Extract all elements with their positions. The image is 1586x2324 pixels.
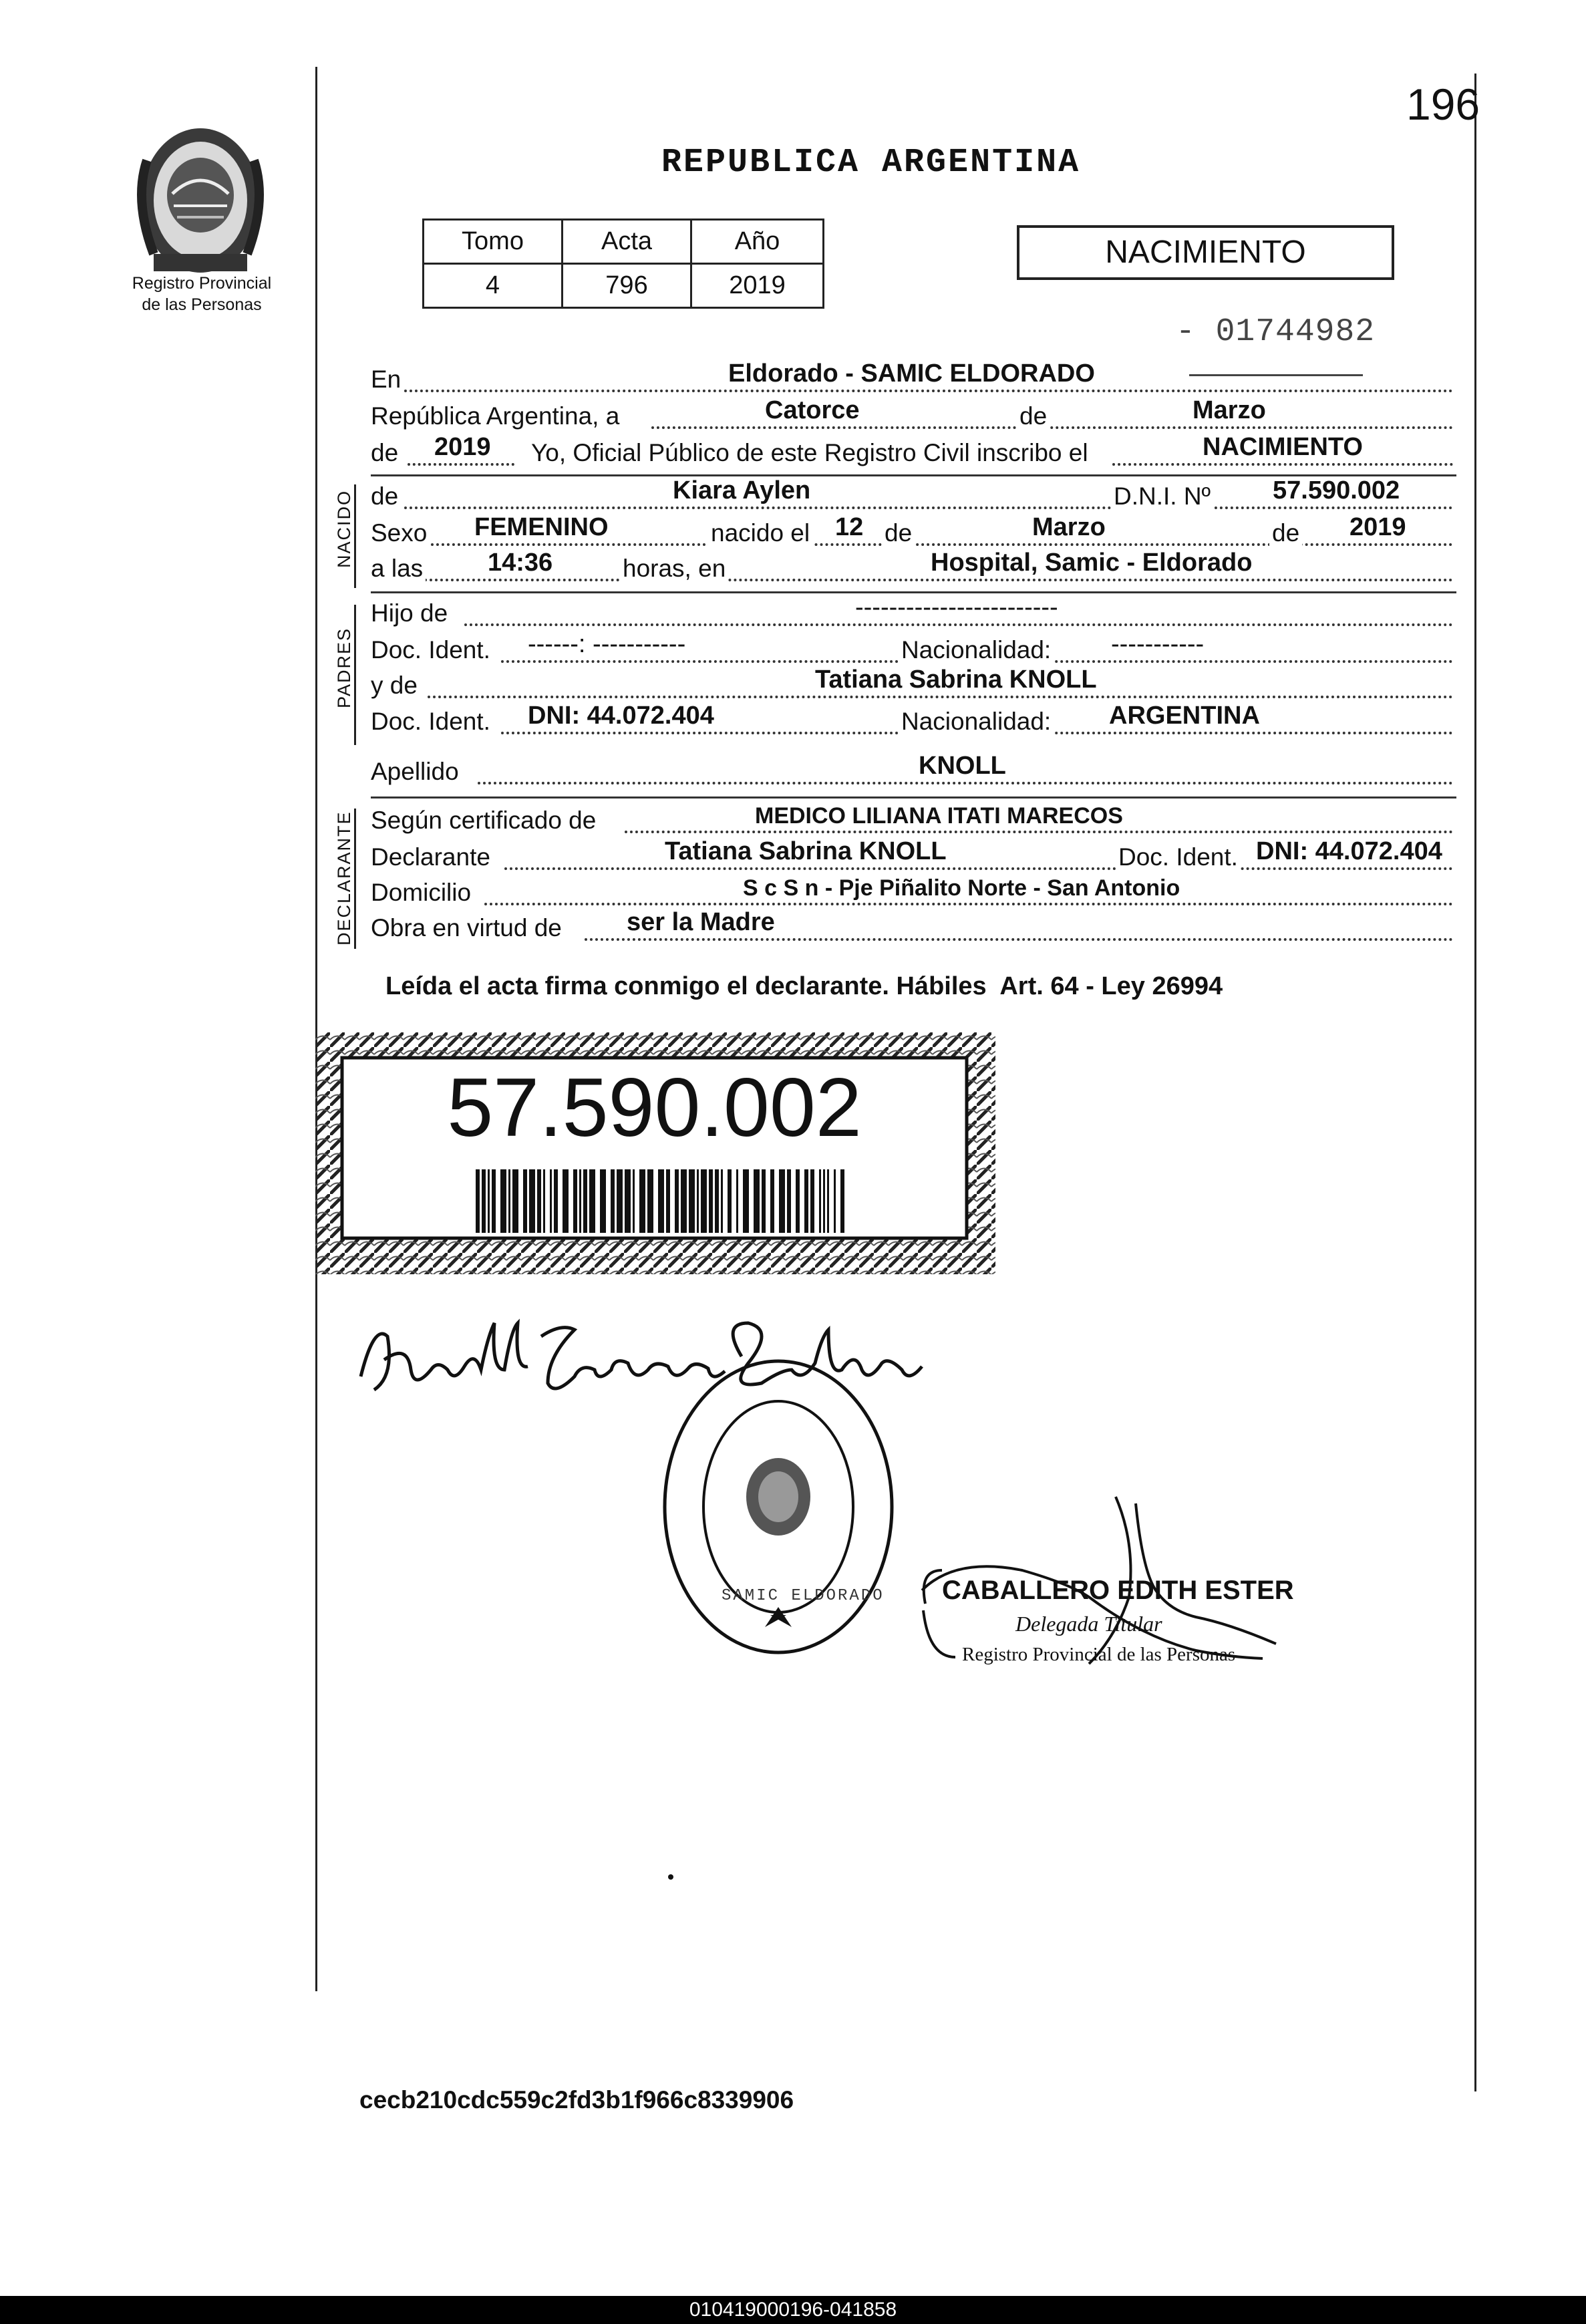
- official-stamp-line1: CABALLERO EDITH ESTER: [942, 1576, 1294, 1605]
- de-label-2: de: [371, 439, 401, 467]
- barcode-bar: [550, 1169, 552, 1233]
- barcode-bar: [736, 1169, 738, 1233]
- row-hijo: [371, 593, 1453, 631]
- address-value: S c S n - Pje Piñalito Norte - San Antonio: [743, 875, 1180, 901]
- birth-year-value: 2019: [1350, 513, 1406, 541]
- birth-day-value: 12: [835, 513, 864, 541]
- father-nat-value: -----------: [1111, 630, 1205, 658]
- barcode-bar: [492, 1169, 496, 1233]
- yo-text: Yo, Oficial Público de este Registro Civil inscribo el: [531, 439, 1091, 467]
- barcode-bar: [658, 1169, 664, 1233]
- barcode-bar: [721, 1169, 723, 1233]
- divider-3: [371, 796, 1456, 798]
- row-declarante: [371, 837, 1453, 875]
- de-label-3: de: [882, 519, 915, 547]
- dni-stamp: [315, 1032, 995, 1274]
- stamp-number: 57.590.002: [447, 1062, 862, 1154]
- barcode-bar: [762, 1169, 766, 1233]
- declarante-bracket: [354, 809, 356, 949]
- barcode-bar: [500, 1169, 506, 1233]
- barcode-bar: [823, 1169, 825, 1233]
- serial-number: - 01744982: [1176, 314, 1376, 350]
- sexo-label: Sexo: [371, 519, 430, 547]
- birth-place-value: Hospital, Samic - Eldorado: [931, 549, 1253, 577]
- value-ano: 2019: [691, 264, 824, 308]
- speck: [668, 1874, 673, 1880]
- barcode-bar: [681, 1169, 687, 1233]
- year-value: 2019: [434, 433, 491, 461]
- row-mother: [371, 666, 1453, 704]
- delegation-seal: [658, 1353, 899, 1660]
- barcode-bar: [819, 1169, 821, 1233]
- yde-label: y de: [371, 672, 420, 700]
- father-doc-value: ------: -----------: [528, 630, 686, 658]
- footer-bar: [0, 2296, 1586, 2324]
- barcode-bar: [573, 1169, 577, 1233]
- barcode-bar: [666, 1169, 670, 1233]
- seal-inner-text: SAMIC ELDORADO: [722, 1587, 885, 1605]
- time-value: 14:36: [488, 549, 553, 577]
- barcode-bar: [827, 1169, 829, 1233]
- father-nat-label: Nacionalidad:: [899, 636, 1054, 664]
- barcode-bar: [529, 1169, 535, 1233]
- dni-label: D.N.I. Nº: [1111, 482, 1213, 511]
- row-mother-doc: [371, 702, 1453, 740]
- barcode-bar: [617, 1169, 623, 1233]
- barcode-bar: [611, 1169, 615, 1233]
- barcode-bar: [754, 1169, 760, 1233]
- day-words-value: Catorce: [765, 396, 860, 424]
- declarante-side-label: DECLARANTE: [334, 811, 354, 946]
- barcode-bar: [715, 1169, 719, 1233]
- barcode-bar: [543, 1169, 545, 1233]
- horas-label: horas, en: [620, 555, 728, 583]
- child-dni-value: 57.590.002: [1273, 476, 1400, 504]
- row-certificado: [371, 805, 1453, 839]
- barcode-bar: [639, 1169, 645, 1233]
- barcode-bar: [537, 1169, 541, 1233]
- barcode-bar: [600, 1169, 606, 1233]
- barcode-bar: [583, 1169, 587, 1233]
- barcode-bar: [579, 1169, 581, 1233]
- barcode-bar: [689, 1169, 695, 1233]
- document-type-box: NACIMIENTO: [1017, 225, 1394, 280]
- barcode-bar: [523, 1169, 527, 1233]
- barcode-bar: [709, 1169, 713, 1233]
- republica-label: República Argentina, a: [371, 402, 622, 430]
- padres-side-label: PADRES: [334, 627, 354, 708]
- barcode-bar: [840, 1169, 844, 1233]
- mother-nat-value: ARGENTINA: [1109, 702, 1260, 730]
- mother-nat-label: Nacionalidad:: [899, 708, 1054, 736]
- mother-doc-label: Doc. Ident.: [371, 708, 493, 736]
- child-name-value: Kiara Aylen: [673, 476, 811, 504]
- barcode-bar: [633, 1169, 635, 1233]
- row-republica: [371, 396, 1453, 434]
- row-en: [371, 359, 1453, 398]
- barcode-bar: [589, 1169, 595, 1233]
- mother-doc-value: DNI: 44.072.404: [528, 702, 714, 730]
- barcode-bar: [728, 1169, 732, 1233]
- event-value: NACIMIENTO: [1203, 433, 1363, 461]
- barcode-bar: [675, 1169, 679, 1233]
- apellido-label: Apellido: [371, 758, 462, 786]
- barcode-bar: [787, 1169, 791, 1233]
- registry-table: [422, 219, 824, 309]
- header-acta: Acta: [563, 220, 691, 264]
- nacido-bracket: [354, 484, 356, 588]
- certificate-value: MEDICO LILIANA ITATI MARECOS: [755, 803, 1123, 829]
- document-hash: cecb210cdc559c2fd3b1f966c8339906: [359, 2086, 794, 2114]
- barcode-bar: [554, 1169, 558, 1233]
- month-value: Marzo: [1193, 396, 1266, 424]
- row-nacido-time: [371, 549, 1453, 587]
- barcode-bar: [810, 1169, 814, 1233]
- row-year: [371, 433, 1453, 471]
- barcode-bar: [625, 1169, 631, 1233]
- value-tomo: 4: [424, 264, 563, 308]
- apellido-value: KNOLL: [919, 752, 1006, 780]
- barcode-bar: [563, 1169, 569, 1233]
- alas-label: a las: [371, 555, 426, 583]
- header-tomo: Tomo: [424, 220, 563, 264]
- padres-bracket: [354, 605, 356, 745]
- left-margin-line: [315, 67, 317, 1991]
- barcode-bar: [770, 1169, 774, 1233]
- birth-month-value: Marzo: [1032, 513, 1106, 541]
- row-domicilio: [371, 877, 1453, 911]
- row-father-doc: [371, 630, 1453, 668]
- barcode-bar: [482, 1169, 486, 1233]
- nacido-el-label: nacido el: [708, 519, 812, 547]
- de-label-1: de: [1017, 402, 1050, 430]
- nacido-side-label: NACIDO: [334, 489, 354, 568]
- row-nacido-name: [371, 476, 1453, 515]
- place-value: Eldorado - SAMIC ELDORADO: [728, 359, 1095, 388]
- row-nacido-sex: [371, 513, 1453, 551]
- row-obra: [371, 908, 1453, 946]
- row-apellido: [371, 752, 1453, 790]
- father-value: ------------------------: [855, 593, 1058, 621]
- obra-label: Obra en virtud de: [371, 914, 565, 942]
- shield-emblem-icon: [127, 120, 274, 281]
- domicilio-label: Domicilio: [371, 879, 474, 907]
- page-number: 196: [1406, 80, 1480, 129]
- declarante-label: Declarante: [371, 843, 493, 871]
- barcode-bar: [796, 1169, 800, 1233]
- footer-code: 010419000196-041858: [689, 2299, 897, 2321]
- mother-value: Tatiana Sabrina KNOLL: [815, 666, 1097, 694]
- barcode-bar: [834, 1169, 836, 1233]
- barcode-bar: [804, 1169, 808, 1233]
- closing-text: Leída el acta firma conmigo el declarante. Hábiles Art. 64 - Ley 26994: [385, 972, 1223, 1000]
- barcode-bar: [476, 1169, 480, 1233]
- barcode-bar: [697, 1169, 699, 1233]
- declarante-doc-label: Doc. Ident.: [1116, 843, 1241, 871]
- barcode-bar: [701, 1169, 707, 1233]
- segun-label: Según certificado de: [371, 807, 599, 835]
- barcode: [476, 1169, 850, 1236]
- barcode-bar: [647, 1169, 653, 1233]
- header-ano: Año: [691, 220, 824, 264]
- sexo-value: FEMENINO: [474, 513, 609, 541]
- hijo-label: Hijo de: [371, 599, 450, 627]
- barcode-bar: [488, 1169, 490, 1233]
- en-label: En: [371, 366, 404, 394]
- declarante-doc-value: DNI: 44.072.404: [1256, 837, 1442, 865]
- right-margin-line: [1474, 74, 1476, 2091]
- de-label-4: de: [1269, 519, 1302, 547]
- logo-caption-1: Registro Provincial: [132, 274, 272, 293]
- official-stamp-line3: Registro Provincial de las Personas: [962, 1644, 1236, 1665]
- country-title: REPUBLICA ARGENTINA: [661, 144, 1081, 182]
- province-logo: [127, 120, 274, 281]
- barcode-bar: [512, 1169, 518, 1233]
- capacity-value: ser la Madre: [627, 908, 775, 936]
- barcode-bar: [508, 1169, 510, 1233]
- declarante-name-value: Tatiana Sabrina KNOLL: [665, 837, 947, 865]
- official-stamp-line2: Delegada Titular: [1015, 1612, 1162, 1636]
- value-acta: 796: [563, 264, 691, 308]
- father-doc-label: Doc. Ident.: [371, 636, 493, 664]
- barcode-bar: [743, 1169, 749, 1233]
- barcode-bar: [779, 1169, 785, 1233]
- logo-caption-2: de las Personas: [142, 295, 262, 314]
- nacido-de-label: de: [371, 482, 401, 511]
